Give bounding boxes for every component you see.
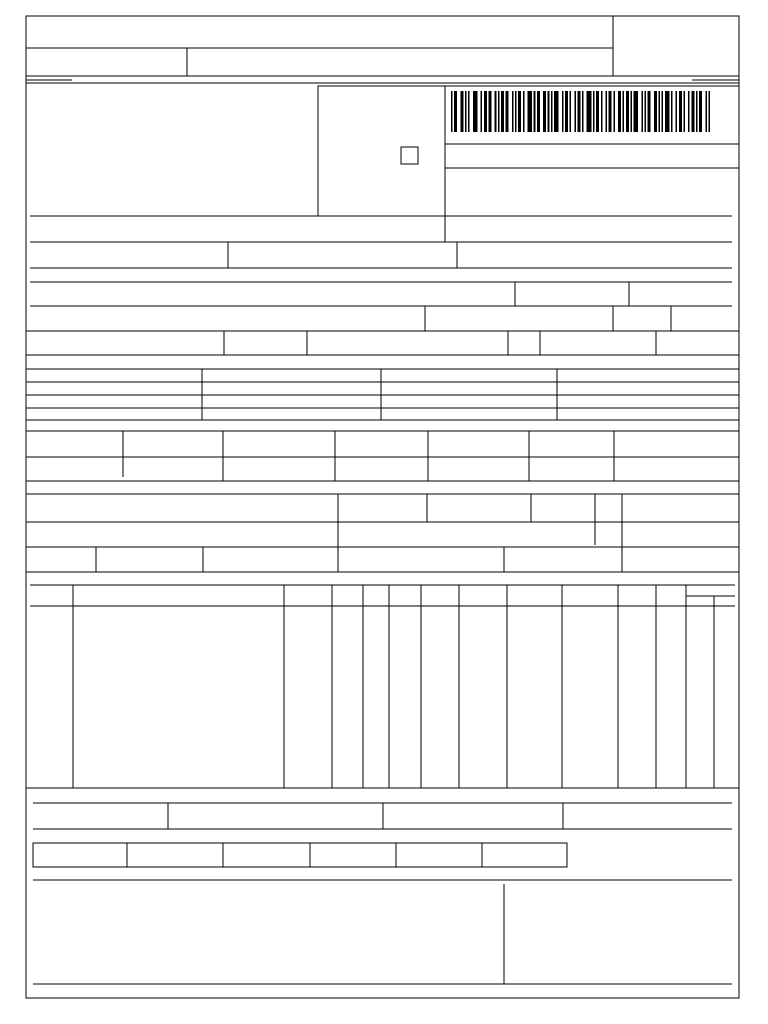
barcode-bar (512, 91, 514, 132)
form-outer-border (26, 16, 739, 998)
barcode-bar (659, 91, 661, 132)
barcode-bar (454, 91, 457, 132)
lower-info-rows (26, 494, 739, 572)
totals-row (33, 803, 732, 829)
barcode-bar (601, 91, 603, 132)
barcode-bar (683, 91, 685, 132)
barcode-bar (691, 91, 694, 132)
barcode-bar (495, 91, 497, 132)
barcode-bar (488, 91, 491, 132)
barcode-bar (562, 91, 564, 132)
checkbox[interactable] (401, 147, 418, 164)
barcode-bar (654, 91, 657, 132)
barcode-bar (460, 91, 463, 132)
item-table (26, 585, 739, 788)
barcode-bar (665, 91, 670, 132)
barcode-bar (577, 91, 580, 132)
barcode-bar (679, 91, 682, 132)
barcode-bar (705, 91, 707, 132)
barcode-bar (527, 91, 532, 132)
barcode-bar (648, 91, 651, 132)
barcode-bar (543, 91, 546, 132)
barcode-bar (688, 91, 690, 132)
barcode-bar (523, 91, 525, 132)
barcode (451, 91, 710, 132)
barcode-bar (630, 91, 632, 132)
barcode-bar (481, 91, 483, 132)
barcode-bar (468, 91, 470, 132)
box-row (33, 843, 567, 867)
barcode-bar (671, 91, 673, 132)
box-row-outline (33, 843, 567, 867)
barcode-bar (473, 91, 478, 132)
remarks-area (33, 880, 732, 984)
barcode-bar (613, 91, 615, 132)
barcode-bar (596, 91, 599, 132)
barcode-bar (662, 91, 664, 132)
barcode-bar (534, 91, 536, 132)
barcode-bar (484, 91, 487, 132)
barcode-bar (548, 91, 550, 132)
barcode-bar (551, 91, 553, 132)
barcode-bar (676, 91, 678, 132)
barcode-bar (644, 91, 646, 132)
barcode-bar (582, 91, 584, 132)
header-block (26, 16, 739, 83)
barcode-bar (587, 91, 592, 132)
detail-rows (26, 282, 739, 369)
barcode-bar (518, 91, 521, 132)
barcode-bar (554, 91, 559, 132)
barcode-bar (498, 91, 500, 132)
barcode-bar (696, 91, 698, 132)
barcode-bar (634, 91, 639, 132)
small-grid (26, 369, 739, 431)
barcode-bar (699, 91, 702, 132)
barcode-bar (451, 91, 453, 132)
barcode-bar (565, 91, 568, 132)
address-center-box (318, 86, 445, 216)
barcode-bar (609, 91, 612, 132)
barcode-bar (708, 91, 710, 132)
barcode-bar (506, 91, 509, 132)
barcode-bar (618, 91, 621, 132)
barcode-bar (593, 91, 595, 132)
barcode-bar (574, 91, 576, 132)
barcode-bar (501, 91, 504, 132)
barcode-bar (623, 91, 625, 132)
barcode-bar (605, 91, 607, 132)
barcode-bar (465, 91, 467, 132)
barcode-bar (537, 91, 540, 132)
barcode-bar (570, 91, 572, 132)
address-block (30, 86, 739, 268)
barcode-bar (626, 91, 629, 132)
seven-column-block (26, 431, 739, 494)
barcode-bar (515, 91, 517, 132)
barcode-bar (641, 91, 643, 132)
